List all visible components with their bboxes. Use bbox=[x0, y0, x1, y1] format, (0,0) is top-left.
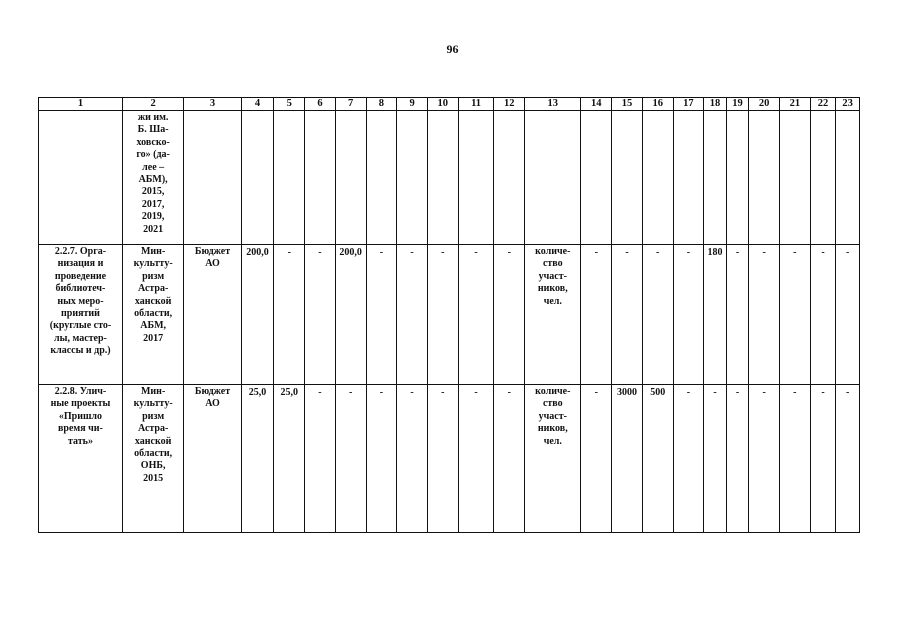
table-cell-col-23: - bbox=[836, 385, 860, 533]
table-cell-col-8: - bbox=[366, 245, 397, 385]
column-header-21: 21 bbox=[780, 98, 811, 111]
table-cell-col-18: 180 bbox=[704, 245, 727, 385]
column-header-17: 17 bbox=[673, 98, 704, 111]
table-cell-col-3: Бюджет АО bbox=[184, 245, 241, 385]
table-cell-col-2: жи им. Б. Ша- ховско- го» (да- лее – АБМ), 2015, 2017, 2019, 2021 bbox=[122, 111, 183, 245]
table-cell-col-12: - bbox=[494, 385, 525, 533]
table-cell-col-20: - bbox=[749, 385, 780, 533]
table-row bbox=[39, 385, 860, 533]
table-cell-col-1 bbox=[39, 111, 123, 245]
table-cell-col-19 bbox=[726, 111, 749, 245]
column-header-20: 20 bbox=[749, 98, 780, 111]
table-cell-col-6 bbox=[305, 111, 336, 245]
table-row bbox=[39, 245, 860, 385]
table-cell-col-14 bbox=[581, 111, 612, 245]
table-cell-col-6: - bbox=[305, 245, 336, 385]
table-cell-col-18: - bbox=[704, 385, 727, 533]
table-cell-col-20: - bbox=[749, 245, 780, 385]
column-header-19: 19 bbox=[726, 98, 749, 111]
table-cell-col-3: Бюджет АО bbox=[184, 385, 241, 533]
table-cell-col-9 bbox=[397, 111, 428, 245]
column-header-2: 2 bbox=[122, 98, 183, 111]
table-cell-col-10: - bbox=[427, 385, 458, 533]
table-cell-col-14: - bbox=[581, 245, 612, 385]
table-cell-col-10 bbox=[427, 111, 458, 245]
column-header-14: 14 bbox=[581, 98, 612, 111]
table-cell-col-7: - bbox=[335, 385, 366, 533]
table-cell-col-22: - bbox=[810, 385, 836, 533]
table-cell-col-4: 25,0 bbox=[241, 385, 274, 533]
table-cell-col-5: - bbox=[274, 245, 305, 385]
column-header-12: 12 bbox=[494, 98, 525, 111]
table-cell-col-16: 500 bbox=[642, 385, 673, 533]
data-table bbox=[38, 97, 860, 533]
table-cell-col-12: - bbox=[494, 245, 525, 385]
table-cell-col-13: количе- ство участ- ников, чел. bbox=[525, 385, 581, 533]
table-cell-col-7 bbox=[335, 111, 366, 245]
table-cell-col-19: - bbox=[726, 245, 749, 385]
column-header-5: 5 bbox=[274, 98, 305, 111]
table-cell-col-13: количе- ство участ- ников, чел. bbox=[525, 245, 581, 385]
column-header-11: 11 bbox=[458, 98, 494, 111]
table-cell-col-21: - bbox=[780, 245, 811, 385]
table-cell-col-3 bbox=[184, 111, 241, 245]
table-cell-col-21: - bbox=[780, 385, 811, 533]
table-cell-col-17: - bbox=[673, 385, 704, 533]
table-cell-col-18 bbox=[704, 111, 727, 245]
table-cell-col-11: - bbox=[458, 385, 494, 533]
table-cell-col-20 bbox=[749, 111, 780, 245]
page-number: 96 bbox=[446, 42, 459, 56]
table-cell-col-17 bbox=[673, 111, 704, 245]
column-header-3: 3 bbox=[184, 98, 241, 111]
table-cell-col-15: 3000 bbox=[612, 385, 643, 533]
column-header-15: 15 bbox=[612, 98, 643, 111]
table-cell-col-16: - bbox=[642, 245, 673, 385]
table-cell-col-6: - bbox=[305, 385, 336, 533]
table-cell-col-12 bbox=[494, 111, 525, 245]
table-cell-col-8: - bbox=[366, 385, 397, 533]
table-cell-col-22 bbox=[810, 111, 836, 245]
table-cell-col-5 bbox=[274, 111, 305, 245]
table-cell-col-5: 25,0 bbox=[274, 385, 305, 533]
table-cell-col-23: - bbox=[836, 245, 860, 385]
table-cell-col-4 bbox=[241, 111, 274, 245]
table-cell-col-2: Мин- культтy- ризм Астра- ханской области, АБМ, 2017 bbox=[122, 245, 183, 385]
table-cell-col-7: 200,0 bbox=[335, 245, 366, 385]
table-cell-col-11: - bbox=[458, 245, 494, 385]
column-header-16: 16 bbox=[642, 98, 673, 111]
table-cell-col-2: Мин- культтy- ризм Астра- ханской области, ОНБ, 2015 bbox=[122, 385, 183, 533]
table-cell-col-10: - bbox=[427, 245, 458, 385]
column-header-7: 7 bbox=[335, 98, 366, 111]
table-cell-col-8 bbox=[366, 111, 397, 245]
column-header-8: 8 bbox=[366, 98, 397, 111]
column-header-13: 13 bbox=[525, 98, 581, 111]
column-header-6: 6 bbox=[305, 98, 336, 111]
table-row bbox=[39, 111, 860, 245]
column-header-18: 18 bbox=[704, 98, 727, 111]
column-header-9: 9 bbox=[397, 98, 428, 111]
table-cell-col-17: - bbox=[673, 245, 704, 385]
table-cell-col-9: - bbox=[397, 385, 428, 533]
column-header-23: 23 bbox=[836, 98, 860, 111]
table-cell-col-11 bbox=[458, 111, 494, 245]
table-cell-col-14: - bbox=[581, 385, 612, 533]
table-cell-col-1: 2.2.7. Орга- низация и проведение библиотеч- ных меро- приятий (круглые сто- лы, мастер- классы и др.) bbox=[39, 245, 123, 385]
column-header-22: 22 bbox=[810, 98, 836, 111]
table-cell-col-15: - bbox=[612, 245, 643, 385]
table-cell-col-16 bbox=[642, 111, 673, 245]
table-cell-col-21 bbox=[780, 111, 811, 245]
table-cell-col-13 bbox=[525, 111, 581, 245]
table-cell-col-9: - bbox=[397, 245, 428, 385]
column-header-4: 4 bbox=[241, 98, 274, 111]
column-header-10: 10 bbox=[427, 98, 458, 111]
table-cell-col-15 bbox=[612, 111, 643, 245]
header-row bbox=[39, 98, 860, 111]
table-cell-col-1: 2.2.8. Улич- ные проекты «Пришло время чи- тать» bbox=[39, 385, 123, 533]
table-cell-col-22: - bbox=[810, 245, 836, 385]
table-cell-col-19: - bbox=[726, 385, 749, 533]
column-header-1: 1 bbox=[39, 98, 123, 111]
table-cell-col-4: 200,0 bbox=[241, 245, 274, 385]
table-cell-col-23 bbox=[836, 111, 860, 245]
